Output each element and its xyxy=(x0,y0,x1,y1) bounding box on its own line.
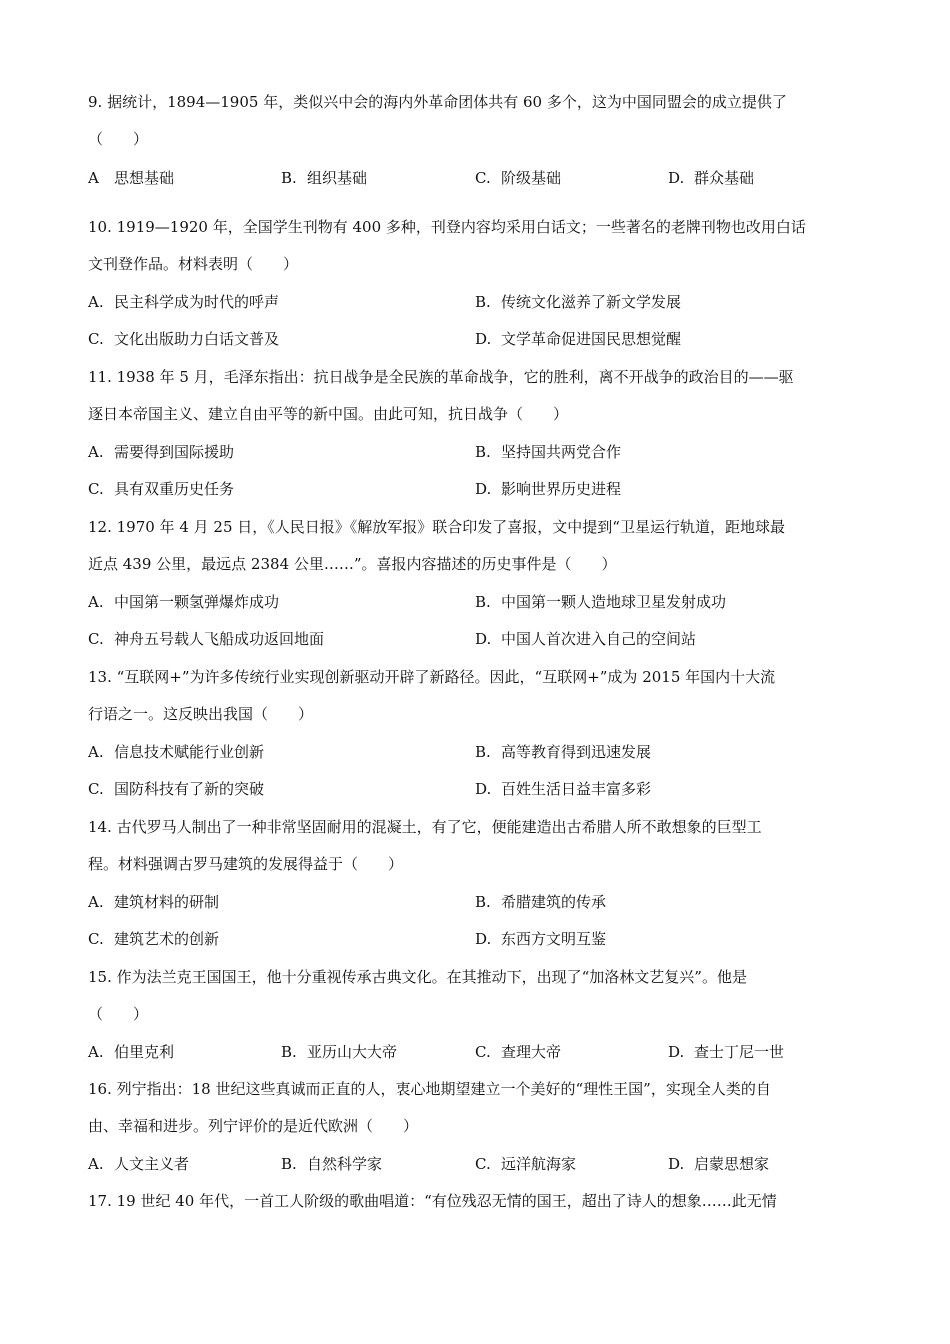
option-key: C. xyxy=(475,1155,491,1173)
option-key: B. xyxy=(475,743,491,761)
option-text: 文化出版助力白话文普及 xyxy=(114,330,280,348)
option-text: 东西方文明互鉴 xyxy=(501,930,607,948)
option-key: B. xyxy=(475,293,491,311)
option-key: D. xyxy=(475,930,492,948)
question-10-stem-line-1: 10. 1919—1920 年，全国学生刊物有 400 多种，刊登内容均采用白话文；一些著名的老牌刊物也改用白话 xyxy=(88,218,806,236)
question-9-option-d[interactable] xyxy=(668,167,754,189)
option-text: 影响世界历史进程 xyxy=(501,480,622,498)
option-key: A. xyxy=(88,743,104,761)
question-12-option-d[interactable] xyxy=(475,628,696,650)
option-key: D. xyxy=(668,1043,685,1061)
question-15-option-c[interactable] xyxy=(475,1041,561,1063)
option-key: D. xyxy=(475,780,492,798)
question-9-option-c[interactable] xyxy=(475,167,561,189)
option-key: C. xyxy=(475,169,491,187)
question-10-option-c[interactable] xyxy=(88,328,279,350)
question-11-option-b[interactable] xyxy=(475,441,621,463)
option-text: 建筑艺术的创新 xyxy=(114,930,220,948)
option-text: 百姓生活日益丰富多彩 xyxy=(501,780,652,798)
option-text: 查士丁尼一世 xyxy=(694,1043,785,1061)
option-key: D. xyxy=(668,169,685,187)
question-11-option-c[interactable] xyxy=(88,478,234,500)
option-text: 亚历山大大帝 xyxy=(307,1043,398,1061)
option-key: A. xyxy=(88,293,104,311)
option-key: A. xyxy=(88,443,104,461)
option-key: C. xyxy=(88,930,104,948)
question-12-option-b[interactable] xyxy=(475,591,726,613)
question-9-stem-line-2: （ ） xyxy=(88,130,149,148)
question-14-option-a[interactable] xyxy=(88,891,219,913)
question-13-stem-line-2: 行语之一。这反映出我国（ ） xyxy=(88,705,314,723)
option-text: 需要得到国际援助 xyxy=(114,443,235,461)
question-13-stem-line-1: 13. “互联网+”为许多传统行业实现创新驱动开辟了新路径。因此，“互联网+”成为 2015 年国内十大流 xyxy=(88,668,776,686)
option-text: 建筑材料的研制 xyxy=(114,893,220,911)
question-13-option-b[interactable] xyxy=(475,741,651,763)
option-key: C. xyxy=(475,1043,491,1061)
question-16-option-c[interactable] xyxy=(475,1153,576,1175)
option-text: 坚持国共两党合作 xyxy=(501,443,622,461)
option-text: 神舟五号载人飞船成功返回地面 xyxy=(114,630,325,648)
question-13-option-d[interactable] xyxy=(475,778,651,800)
option-text: 启蒙思想家 xyxy=(694,1155,770,1173)
question-10-stem-line-2: 文刊登作品。材料表明（ ） xyxy=(88,255,299,273)
option-key: A. xyxy=(88,893,104,911)
question-14-stem-line-1: 14. 古代罗马人制出了一种非常坚固耐用的混凝土，有了它，便能建造出古希腊人所不敢想象的巨型工 xyxy=(88,818,762,836)
question-11-option-a[interactable] xyxy=(88,441,234,463)
question-9-option-a[interactable] xyxy=(88,167,174,189)
question-14-option-d[interactable] xyxy=(475,928,606,950)
option-key: B. xyxy=(475,593,491,611)
option-text: 阶级基础 xyxy=(501,169,562,187)
option-text: 查理大帝 xyxy=(501,1043,562,1061)
question-9-option-b[interactable] xyxy=(281,167,367,189)
option-text: 具有双重历史任务 xyxy=(114,480,235,498)
question-12-option-a[interactable] xyxy=(88,591,279,613)
question-15-stem-line-2: （ ） xyxy=(88,1005,149,1023)
question-12-stem-line-1: 12. 1970 年 4 月 25 日，《人民日报》《解放军报》联合印发了喜报，文中提到“卫星运行轨道，距地球最 xyxy=(88,518,785,536)
option-text: 民主科学成为时代的呼声 xyxy=(114,293,280,311)
option-text: 自然科学家 xyxy=(307,1155,383,1173)
option-text: 伯里克利 xyxy=(114,1043,175,1061)
question-15-option-b[interactable] xyxy=(281,1041,397,1063)
option-key: C. xyxy=(88,330,104,348)
question-15-stem-line-1: 15. 作为法兰克王国国王，他十分重视传承古典文化。在其推动下，出现了“加洛林文艺复兴”。他是 xyxy=(88,968,747,986)
option-text: 信息技术赋能行业创新 xyxy=(114,743,265,761)
option-text: 人文主义者 xyxy=(114,1155,190,1173)
question-14-stem-line-2: 程。材料强调古罗马建筑的发展得益于（ ） xyxy=(88,855,404,873)
option-text: 远洋航海家 xyxy=(501,1155,577,1173)
option-key: C. xyxy=(88,780,104,798)
option-key: D. xyxy=(668,1155,685,1173)
question-16-stem-line-1: 16. 列宁指出：18 世纪这些真诚而正直的人，衷心地期望建立一个美好的“理性王国”，实现全人类的自 xyxy=(88,1080,771,1098)
option-key: A. xyxy=(88,593,104,611)
question-10-option-d[interactable] xyxy=(475,328,681,350)
option-key: B. xyxy=(281,1043,297,1061)
question-17-stem-line-1: 17. 19 世纪 40 年代，一首工人阶级的歌曲唱道：“有位残忍无情的国王，超出了诗人的想象……此无情 xyxy=(88,1192,777,1210)
option-text: 中国第一颗氢弹爆炸成功 xyxy=(114,593,280,611)
option-key: A. xyxy=(88,1043,104,1061)
question-10-option-a[interactable] xyxy=(88,291,279,313)
option-text: 文学革命促进国民思想觉醒 xyxy=(501,330,682,348)
question-16-option-d[interactable] xyxy=(668,1153,769,1175)
option-text: 思想基础 xyxy=(114,169,175,187)
question-11-stem-line-1: 11. 1938 年 5 月，毛泽东指出：抗日战争是全民族的革命战争，它的胜利，离不开战争的政治目的——驱 xyxy=(88,368,794,386)
option-text: 组织基础 xyxy=(307,169,368,187)
option-key: D. xyxy=(475,630,492,648)
question-9-stem-line-1: 9. 据统计，1894—1905 年，类似兴中会的海内外革命团体共有 60 多个，这为中国同盟会的成立提供了 xyxy=(88,93,787,111)
option-key: A xyxy=(88,169,99,187)
question-13-option-a[interactable] xyxy=(88,741,264,763)
question-12-option-c[interactable] xyxy=(88,628,324,650)
option-key: C. xyxy=(88,630,104,648)
option-key: B. xyxy=(281,169,297,187)
option-key: A. xyxy=(88,1155,104,1173)
question-15-option-a[interactable] xyxy=(88,1041,174,1063)
question-10-option-b[interactable] xyxy=(475,291,681,313)
option-key: D. xyxy=(475,330,492,348)
question-11-option-d[interactable] xyxy=(475,478,621,500)
option-text: 中国第一颗人造地球卫星发射成功 xyxy=(501,593,727,611)
option-key: D. xyxy=(475,480,492,498)
option-text: 传统文化滋养了新文学发展 xyxy=(501,293,682,311)
question-11-stem-line-2: 逐日本帝国主义、建立自由平等的新中国。由此可知，抗日战争（ ） xyxy=(88,405,569,423)
option-text: 群众基础 xyxy=(694,169,755,187)
option-key: C. xyxy=(88,480,104,498)
option-text: 希腊建筑的传承 xyxy=(501,893,607,911)
option-text: 中国人首次进入自己的空间站 xyxy=(501,630,697,648)
question-15-option-d[interactable] xyxy=(668,1041,784,1063)
option-text: 高等教育得到迅速发展 xyxy=(501,743,652,761)
question-16-option-a[interactable] xyxy=(88,1153,189,1175)
question-14-option-c[interactable] xyxy=(88,928,219,950)
question-13-option-c[interactable] xyxy=(88,778,264,800)
option-key: B. xyxy=(475,893,491,911)
question-16-stem-line-2: 由、幸福和进步。列宁评价的是近代欧洲（ ） xyxy=(88,1117,419,1135)
option-key: B. xyxy=(475,443,491,461)
question-14-option-b[interactable] xyxy=(475,891,606,913)
question-12-stem-line-2: 近点 439 公里，最远点 2384 公里……”。喜报内容描述的历史事件是（ ） xyxy=(88,555,617,573)
option-key: B. xyxy=(281,1155,297,1173)
option-text: 国防科技有了新的突破 xyxy=(114,780,265,798)
question-16-option-b[interactable] xyxy=(281,1153,382,1175)
